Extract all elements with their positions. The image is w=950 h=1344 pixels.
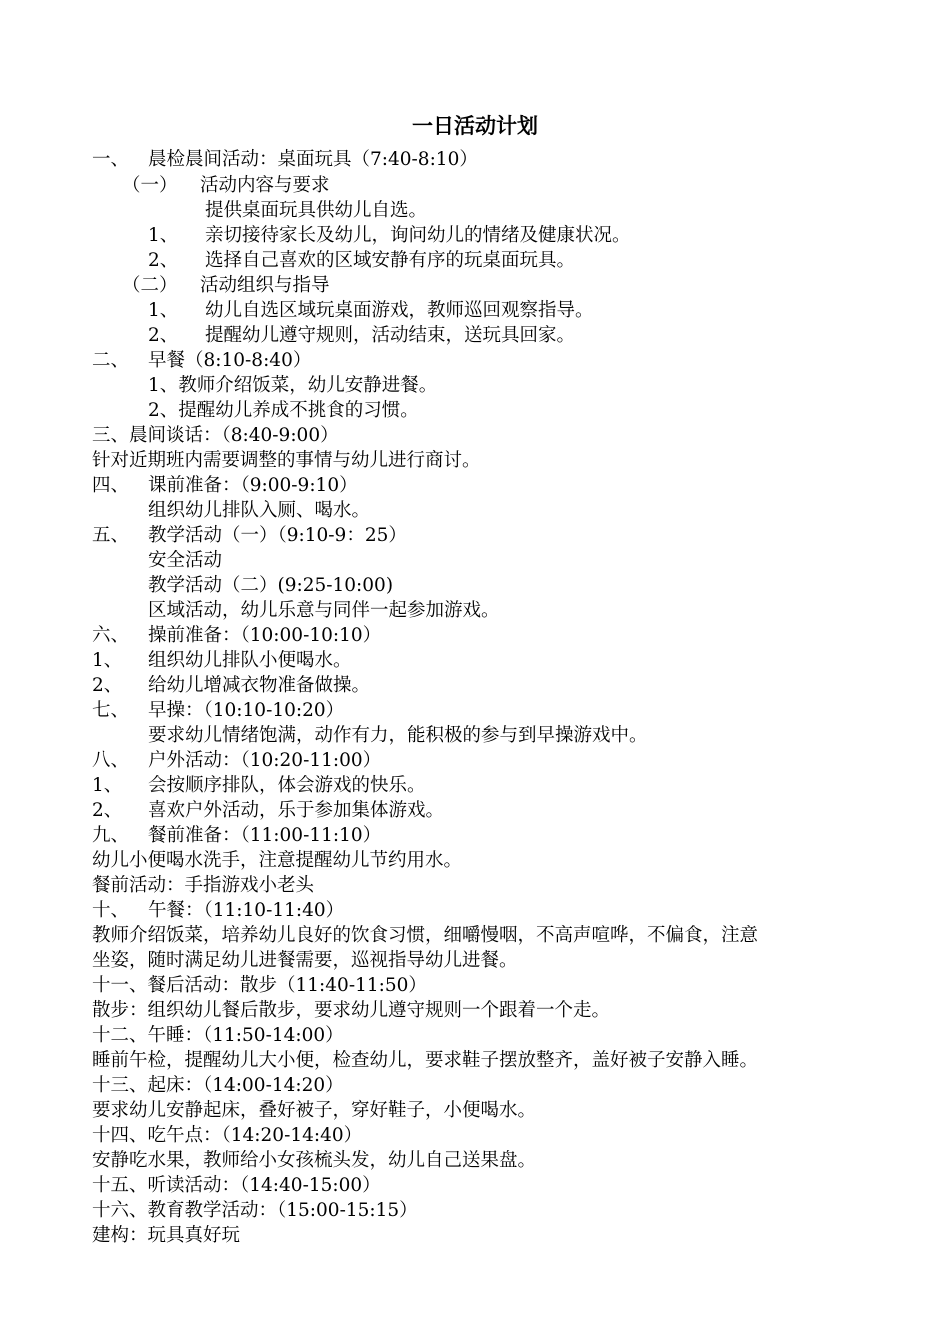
line-text: 十五、听读活动：（14:40-15:00） — [92, 1175, 381, 1196]
line-text: 幼儿自选区域玩桌面游戏，教师巡回观察指导。 — [205, 300, 594, 321]
line-number: 四、 — [92, 475, 130, 496]
line-number: （一） — [122, 175, 178, 196]
text-line — [92, 949, 518, 973]
line-text: 操前准备：（10:00-10:10） — [148, 625, 382, 646]
text-line — [148, 299, 594, 323]
text-line — [92, 999, 610, 1023]
line-text: 十二、午睡：（11:50-14:00） — [92, 1025, 344, 1046]
text-line — [92, 1199, 418, 1223]
text-line — [92, 699, 344, 723]
line-number: 七、 — [92, 700, 130, 721]
line-text: 户外活动：（10:20-11:00） — [148, 750, 382, 771]
line-number: 2、 — [148, 325, 179, 346]
document-title: 一日活动计划 — [412, 114, 538, 138]
text-line — [148, 499, 370, 523]
text-line — [92, 449, 481, 473]
line-number: 六、 — [92, 625, 130, 646]
line-text: 晨检晨间活动：桌面玩具（7:40-8:10） — [148, 149, 478, 170]
line-text: 十六、教育教学活动：（15:00-15:15） — [92, 1200, 418, 1221]
text-line — [92, 874, 314, 898]
line-text: 针对近期班内需要调整的事情与幼儿进行商讨。 — [92, 450, 481, 471]
line-number: 1、 — [92, 650, 123, 671]
line-text: 幼儿小便喝水洗手，注意提醒幼儿节约用水。 — [92, 850, 463, 871]
line-number: 一、 — [92, 149, 130, 170]
text-line — [92, 1174, 381, 1198]
text-line — [92, 749, 381, 773]
line-number: 五、 — [92, 525, 130, 546]
line-text: 餐前活动：手指游戏小老头 — [92, 875, 315, 896]
text-line — [92, 799, 444, 823]
line-number: （二） — [122, 275, 178, 296]
line-text: 建构：玩具真好玩 — [92, 1225, 241, 1246]
line-number: 2、 — [92, 675, 123, 696]
text-line — [92, 474, 358, 498]
text-line — [205, 199, 427, 223]
text-line — [122, 274, 330, 298]
text-line — [92, 1024, 344, 1048]
line-text: 亲切接待家长及幼儿，询问幼儿的情绪及健康状况。 — [205, 225, 631, 246]
line-number: 2、 — [148, 250, 179, 271]
text-line — [92, 148, 478, 172]
line-text: 教学活动（一）（9:10-9：25） — [148, 525, 407, 546]
line-text: 活动内容与要求 — [200, 175, 330, 196]
text-line — [148, 549, 222, 573]
text-line — [92, 1224, 240, 1248]
text-line — [92, 1049, 758, 1073]
line-text: 教师介绍饭菜，培养幼儿良好的饮食习惯，细嚼慢咽，不高声喧哗，不偏食，注意 — [92, 925, 759, 946]
text-line — [148, 599, 500, 623]
text-line — [92, 424, 339, 448]
line-number: 八、 — [92, 750, 130, 771]
line-number: 九、 — [92, 825, 130, 846]
line-text: 教学活动（二）(9:25-10:00) — [148, 575, 394, 596]
line-text: 活动组织与指导 — [200, 275, 330, 296]
line-text: 要求幼儿情绪饱满，动作有力，能积极的参与到早操游戏中。 — [148, 725, 648, 746]
line-number: 1、 — [148, 225, 179, 246]
text-line — [148, 374, 437, 398]
line-text: 十三、起床：（14:00-14:20） — [92, 1075, 344, 1096]
line-text: 早操：（10:10-10:20） — [148, 700, 345, 721]
line-text: 1、教师介绍饭菜，幼儿安静进餐。 — [148, 375, 438, 396]
text-line — [148, 399, 419, 423]
line-text: 十一、餐后活动：散步（11:40-11:50） — [92, 975, 427, 996]
text-line — [92, 924, 758, 948]
line-text: 会按顺序排队，体会游戏的快乐。 — [148, 775, 426, 796]
line-text: 早餐（8:10-8:40） — [148, 350, 312, 371]
text-line — [122, 174, 330, 198]
line-text: 睡前午检，提醒幼儿大小便，检查幼儿，要求鞋子摆放整齐，盖好被子安静入睡。 — [92, 1050, 759, 1071]
line-text: 安全活动 — [148, 550, 223, 571]
line-text: 给幼儿增减衣物准备做操。 — [148, 675, 371, 696]
text-line — [92, 1124, 362, 1148]
line-number: 1、 — [148, 300, 179, 321]
line-text: 课前准备：（9:00-9:10） — [148, 475, 358, 496]
text-line — [92, 649, 352, 673]
text-line — [148, 249, 575, 273]
text-line — [92, 1074, 344, 1098]
line-text: 组织幼儿排队小便喝水。 — [148, 650, 352, 671]
line-text: 三、晨间谈话：（8:40-9:00） — [92, 425, 339, 446]
line-text: 2、提醒幼儿养成不挑食的习惯。 — [148, 400, 419, 421]
line-text: 区域活动，幼儿乐意与同伴一起参加游戏。 — [148, 600, 500, 621]
line-text: 提醒幼儿遵守规则，活动结束，送玩具回家。 — [205, 325, 576, 346]
text-line — [148, 224, 631, 248]
text-line — [92, 624, 381, 648]
text-line — [92, 524, 407, 548]
line-text: 十四、吃午点：（14:20-14:40） — [92, 1125, 363, 1146]
line-text: 安静吃水果，教师给小女孩梳头发，幼儿自己送果盘。 — [92, 1150, 537, 1171]
line-number: 2、 — [92, 800, 123, 821]
text-line — [148, 574, 393, 598]
line-text: 选择自己喜欢的区域安静有序的玩桌面玩具。 — [205, 250, 576, 271]
line-text: 要求幼儿安静起床，叠好被子，穿好鞋子，小便喝水。 — [92, 1100, 537, 1121]
line-number: 二、 — [92, 350, 130, 371]
text-line — [92, 674, 370, 698]
text-line — [92, 974, 427, 998]
line-text: 喜欢户外活动，乐于参加集体游戏。 — [148, 800, 445, 821]
text-line — [148, 724, 648, 748]
line-text: 组织幼儿排队入厕、喝水。 — [148, 500, 371, 521]
text-line — [92, 899, 344, 923]
line-text: 提供桌面玩具供幼儿自选。 — [205, 200, 428, 221]
text-line — [92, 774, 426, 798]
line-number: 十、 — [92, 900, 130, 921]
text-line — [92, 1099, 536, 1123]
line-text: 坐姿，随时满足幼儿进餐需要，巡视指导幼儿进餐。 — [92, 950, 518, 971]
text-line — [92, 349, 311, 373]
line-text: 餐前准备：（11:00-11:10） — [148, 825, 382, 846]
line-number: 1、 — [92, 775, 123, 796]
line-text: 散步：组织幼儿餐后散步，要求幼儿遵守规则一个跟着一个走。 — [92, 1000, 611, 1021]
text-line — [92, 849, 462, 873]
text-line — [92, 1149, 536, 1173]
line-text: 午餐：（11:10-11:40） — [148, 900, 345, 921]
text-line — [92, 824, 381, 848]
text-line — [148, 324, 575, 348]
